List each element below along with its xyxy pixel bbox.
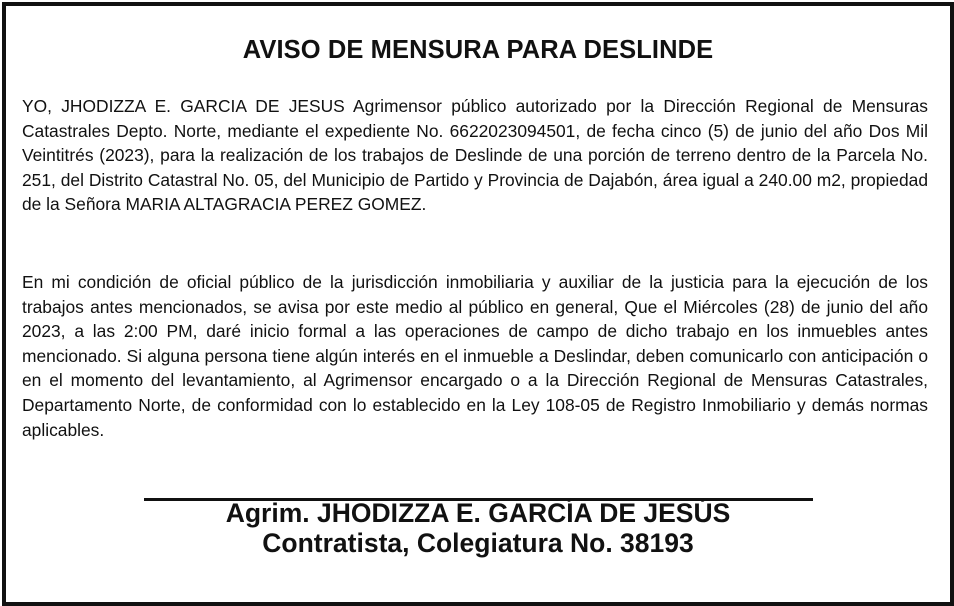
signature-name: Agrim. JHODIZZA E. GARCÍA DE JESÚS: [225, 498, 731, 528]
notice-paragraph-1: YO, JHODIZZA E. GARCIA DE JESUS Agrimensor público autorizado por la Dirección Regional de Mensuras Catastrales Depto. Norte, mediante el expediente No. 6622023094501, de fecha cinco (5) de junio del año Dos Mil Veintitrés (2023), para la realización de los trabajos de Deslinde de una porción de terreno dentro de la Parcela No. 251, del Distrito Catastral No. 05, del Municipio de Partido y Provincia de Dajabón, área igual a 240.00 m2, propiedad de la Señora MARIA ALTAGRACIA PEREZ GOMEZ.: [22, 96, 928, 215]
notice-frame: [2, 2, 954, 606]
signature-role: Contratista, Colegiatura No. 38193: [262, 528, 694, 558]
notice-paragraph-2: En mi condición de oficial público de la jurisdicción inmobiliaria y auxiliar de la justicia para la ejecución de los trabajos antes mencionados, se avisa por este medio al público en general, Que el Miércoles (28) de junio del año 2023, a las 2:00 PM, daré inicio formal a las operaciones de campo de dicho trabajo en los inmuebles antes mencionado. Si alguna persona tiene algún interés en el inmueble a Deslindar, deben comunicarlo con anticipación o en el momento del levantamiento, al Agrimensor encargado o a la Dirección Regional de Mensuras Catastrales, Departamento Norte, de conformidad con lo establecido en la Ley 108-05 de Registro Inmobiliario y demás normas aplicables.: [22, 272, 928, 440]
notice-title: AVISO DE MENSURA PARA DESLINDE: [242, 36, 714, 64]
